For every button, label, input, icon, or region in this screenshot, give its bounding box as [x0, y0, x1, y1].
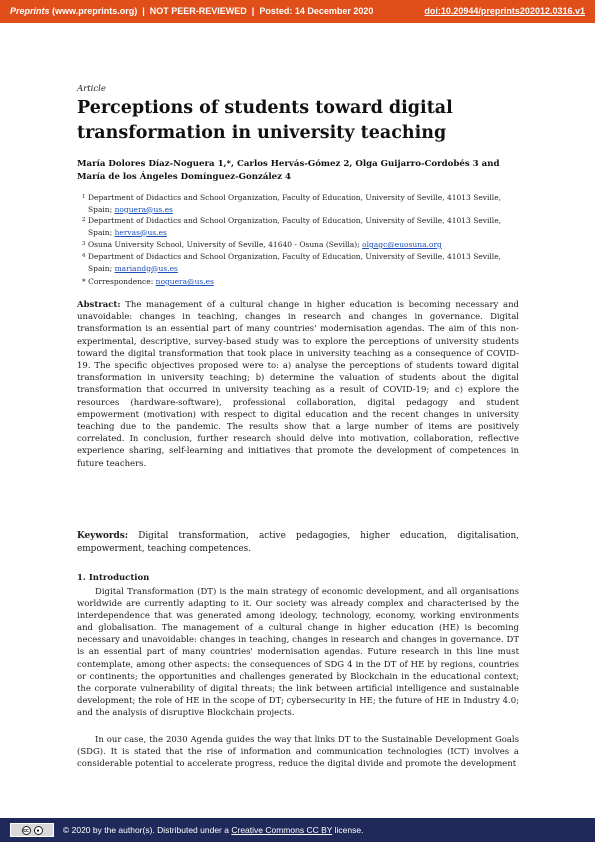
author-list: María Dolores Díaz-Noguera 1,*, Carlos Hervás-Gómez 2, Olga Guijarro-Cordobés 3 and María de los Ángeles Domínguez-González 4 [77, 159, 500, 182]
abstract-label: Abstract: [77, 300, 121, 310]
email-link[interactable]: mariandg@us.es [114, 263, 178, 273]
affiliation-3 [82, 239, 522, 251]
keywords-label: Keywords: [77, 531, 129, 541]
affiliation-1 [82, 192, 522, 215]
doi-link[interactable]: doi:10.20944/preprints202012.0316.v1 [424, 6, 585, 16]
abstract [77, 299, 519, 470]
review-status: NOT PEER-REVIEWED [149, 6, 247, 16]
affiliation-number: 3 [82, 241, 86, 247]
affiliation-text: Osuna University School, University of Seville, 41640 - Osuna (Sevilla); [88, 240, 360, 249]
paper-title: Perceptions of students toward digital transformation in university teaching [77, 98, 453, 143]
license-suffix: license. [334, 825, 364, 835]
affiliation-text: Department of Didactics and School Organization, Faculty of Education, University of Seville, 41013 Seville, Spain; [88, 252, 502, 273]
affiliation-number: 4 [82, 253, 86, 259]
affiliation-2 [82, 215, 522, 238]
separator: | [251, 6, 255, 16]
by-person-icon: ● [34, 826, 43, 835]
correspondence [82, 276, 522, 288]
correspondence-email[interactable]: noguera@us.es [155, 277, 214, 286]
preprints-brand: Preprints [10, 6, 50, 16]
email-link[interactable]: hervas@us.es [114, 227, 167, 237]
affiliation-number: 2 [82, 217, 86, 223]
keywords [77, 530, 519, 556]
license-text [63, 825, 363, 835]
section-heading: 1. Introduction [77, 573, 150, 583]
preprint-header-bar [0, 0, 595, 23]
cc-icon: cc [23, 827, 29, 834]
license-footer [0, 818, 595, 842]
copyright-text: © 2020 by the author(s). Distributed under a [63, 825, 229, 835]
abstract-text: The management of a cultural change in higher education is becoming necessary and unavoidable: changes in teaching, changes in research and changes in governance. Digital transformation is an essential part of many countries' modernisation agendas. The aim of this non-experimental, descriptive, survey-based study was to explore the perceptions of university students toward the digital transformation that took place in university teaching as a consequence of COVID-19. The specific objectives proposed were to: a) analyse the perceptions of students toward digital transformation in university teaching; b) determine the valuation of students about the digital transformation that occurred in university teaching as a result of COVID-19; and c) explore the resources (hardware-software), professional collaboration, digital pedagogy and student empowerment (motivation) with respect to digital education and the recent changes in university teaching due to the pandemic. The results show that a large number of items are positively correlated. In conclusion, further research should delve into motivation, collaboration, reflective experience sharing, self-learning and initiatives that promote the development of competences in future teachers. [77, 300, 520, 469]
cc-by-license-icon[interactable] [10, 823, 54, 837]
header-info [10, 6, 373, 16]
email-link[interactable]: olgagc@euosuna.org [362, 240, 442, 249]
article-type: Article [77, 84, 106, 94]
affiliation-text: Department of Didactics and School Organization, Faculty of Education, University of Seville, 41013 Seville, Spain; [88, 216, 502, 237]
posted-date: Posted: 14 December 2020 [259, 6, 374, 16]
affiliation-number: 1 [82, 194, 86, 200]
separator: | [142, 6, 145, 16]
affiliation-text: Department of Didactics and School Organization, Faculty of Education, University of Seville, 41013 Seville, Spain; [88, 193, 502, 214]
correspondence-label: * Correspondence: [82, 277, 154, 286]
license-link[interactable]: Creative Commons CC BY [231, 825, 333, 835]
site-url[interactable]: (www.preprints.org) [52, 6, 138, 16]
keywords-text: Digital transformation, active pedagogies, higher education, digitalisation, empowerment, teaching competences. [77, 531, 519, 554]
introduction-paragraph-1: Digital Transformation (DT) is the main strategy of economic development, and all organisations worldwide are currently adapting to it. Our society was already complex and characterised by the interdependence that was generated among ideology, technology, economy, working environments and globalisation. The management of a cultural change in higher education (HE) is becoming necessary and unavoidable: changes in teaching, changes in research and changes in governance. DT is an essential part of many countries' modernisation agendas. Future research in this line must contemplate, among other aspects: the consequences of SDG 4 in the DT of HE by regions, countries or continents; the opportunities and challenges generated by Blockchain in the educational context; the corporate vulnerability of digital threats; the link between artificial intelligence and sustainable development; the role of HE in the scope of DT; cybersecurity in HE; the future of HE in Industry 4.0; and the analysis of disruptive Blockchain projects. [77, 587, 519, 718]
affiliation-4 [82, 251, 522, 274]
email-link[interactable]: noguera@us.es [114, 204, 173, 214]
introduction-paragraph-2: In our case, the 2030 Agenda guides the way that links DT to the Sustainable Development Goals (SDG). It is stated that the rise of information and communication technologies (ICT) involves a considerable potential to accelerate progress, reduce the digital divide and promote the development [77, 735, 519, 770]
